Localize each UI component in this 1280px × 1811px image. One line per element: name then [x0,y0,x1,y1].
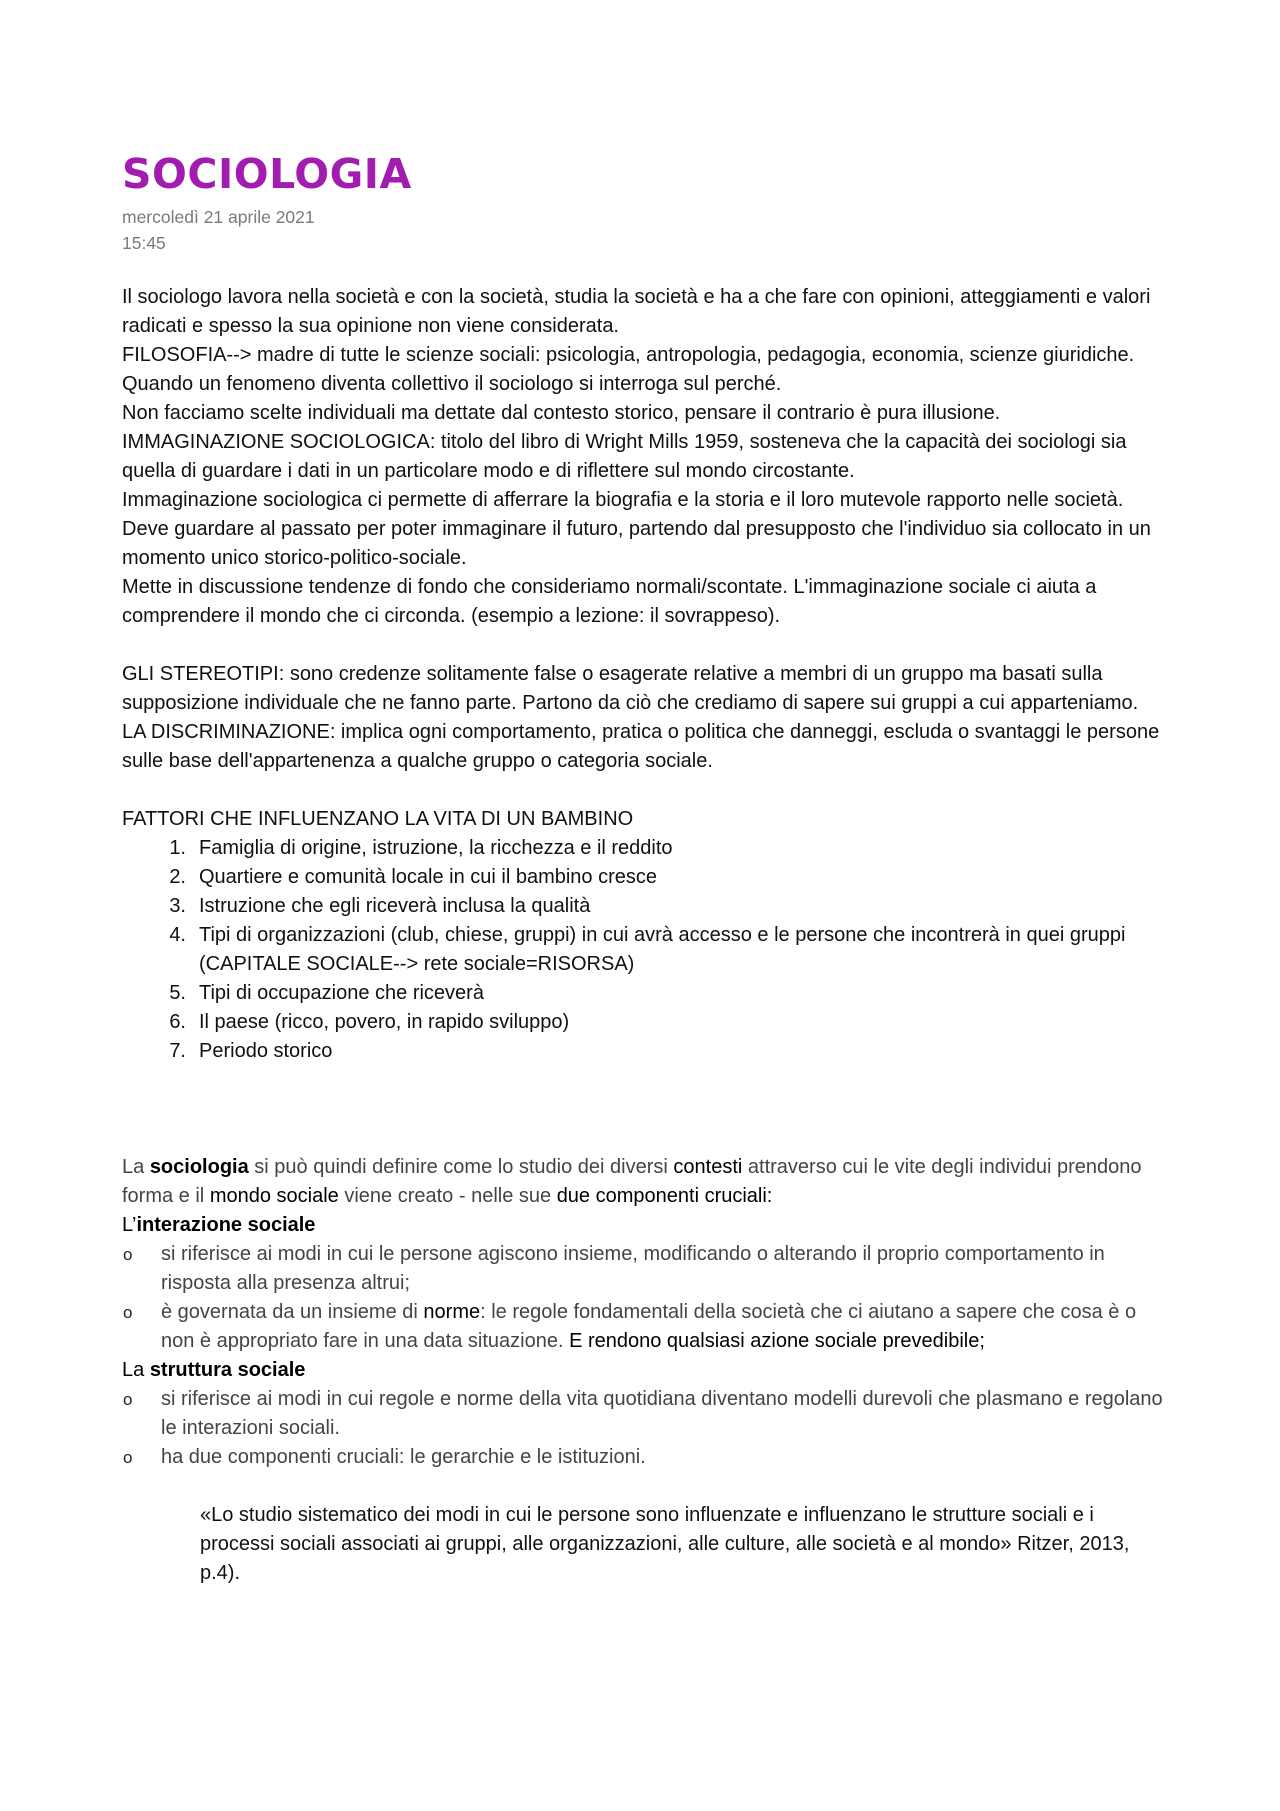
circle-bullet-icon: o [123,1245,133,1264]
paragraph: IMMAGINAZIONE SOCIOLOGICA: titolo del libro di Wright Mills 1959, sosteneva che la capacità dei sociologi sia quella di guardare i dati in un particolare modo e di riflettere sul mondo circostante. [122,431,1127,482]
paragraph: Quando un fenomeno diventa collettivo il sociologo si interroga sul perché. [122,373,782,395]
paragraph: Non facciamo scelte individuali ma dettate dal contesto storico, pensare il contrario è pura illusione. [122,402,1001,424]
quote-block: «Lo studio sistematico dei modi in cui le persone sono influenzate e influenzano le strutture sociali e i processi sociali associati ai gruppi, alle organizzazioni, alle culture, alle società e al mondo» Ritzer, 2013, p.4). [200,1504,1130,1584]
list-item: 1. Famiglia di origine, istruzione, la ricchezza e il reddito [169,837,673,859]
definition-section [122,1153,1172,1472]
factors-section [122,805,1172,1066]
list-item: 3. Istruzione che egli riceverà inclusa la qualità [169,895,591,917]
page-title: SOCIOLOGIA [122,150,412,198]
interaction-list [122,1240,1172,1356]
paragraph: Mette in discussione tendenze di fondo che consideriamo normali/scontate. L'immaginazione sociale ci aiuta a comprendere il mondo che ci circonda. (esempio a lezione: il sovrappeso). [122,576,1097,627]
list-item: 7. Periodo storico [169,1040,333,1062]
interaction-heading: L’interazione sociale [122,1214,316,1236]
note-page [122,150,1172,1588]
note-time: 15:45 [122,233,166,253]
list-item: 5. Tipi di occupazione che riceverà [169,982,484,1004]
note-date: mercoledì 21 aprile 2021 [122,207,315,227]
intro-section [122,283,1172,631]
paragraph: LA DISCRIMINAZIONE: implica ogni comportamento, pratica o politica che danneggi, escluda o svantaggi le persone sulle base dell'appartenenza a qualche gruppo o categoria sociale. [122,721,1160,772]
factors-heading: FATTORI CHE INFLUENZANO LA VITA DI UN BAMBINO [122,808,634,830]
structure-list [122,1385,1172,1472]
stereotypes-section [122,660,1172,776]
circle-bullet-icon: o [123,1448,133,1467]
list-item: o ha due componenti cruciali: le gerarchie e le istituzioni. [122,1443,1172,1472]
list-item: o è governata da un insieme di norme: le regole fondamentali della società che ci aiutano a sapere che cosa è o non è appropriato fare in una data situazione. E rendono qualsiasi azione sociale prevedibile; [122,1298,1172,1356]
definition-paragraph: La sociologia si può quindi definire come lo studio dei diversi contesti attraverso cui le vite degli individui prendono forma e il mondo sociale viene creato - nelle sue due componenti cruciali: [122,1156,1142,1207]
paragraph: Immaginazione sociologica ci permette di afferrare la biografia e la storia e il loro mutevole rapporto nelle società. Deve guardare al passato per poter immaginare il futuro, partendo dal presupposto che l'individuo sia collocato in un momento unico storico-politico-sociale. [122,489,1151,569]
list-item: o si riferisce ai modi in cui regole e norme della vita quotidiana diventano modelli durevoli che plasmano e regolano le interazioni sociali. [122,1385,1172,1443]
list-item: 2. Quartiere e comunità locale in cui il bambino cresce [169,866,657,888]
paragraph: GLI STEREOTIPI: sono credenze solitamente false o esagerate relative a membri di un gruppo ma basati sulla supposizione individuale che ne fanno parte. Partono da ciò che crediamo di sapere sui gruppi a cui apparteniamo. [122,663,1139,714]
structure-heading: La struttura sociale [122,1359,306,1381]
circle-bullet-icon: o [123,1390,133,1409]
paragraph: Il sociologo lavora nella società e con la società, studia la società e ha a che fare con opinioni, atteggiamenti e valori radicati e spesso la sua opinione non viene considerata. [122,286,1151,337]
list-item: 4. Tipi di organizzazioni (club, chiese, gruppi) in cui avrà accesso e le persone che incontrerà in quei gruppi (CAPITALE SOCIALE--> rete sociale=RISORSA) [169,924,1126,975]
circle-bullet-icon: o [123,1303,133,1322]
note-timestamp [122,204,1172,256]
list-item: o si riferisce ai modi in cui le persone agiscono insieme, modificando o alterando il proprio comportamento in risposta alla presenza altrui; [122,1240,1172,1298]
paragraph: FILOSOFIA--> madre di tutte le scienze sociali: psicologia, antropologia, pedagogia, economia, scienze giuridiche. [122,344,1135,366]
list-item: 6. Il paese (ricco, povero, in rapido sviluppo) [169,1011,570,1033]
factors-list [122,834,1172,1066]
